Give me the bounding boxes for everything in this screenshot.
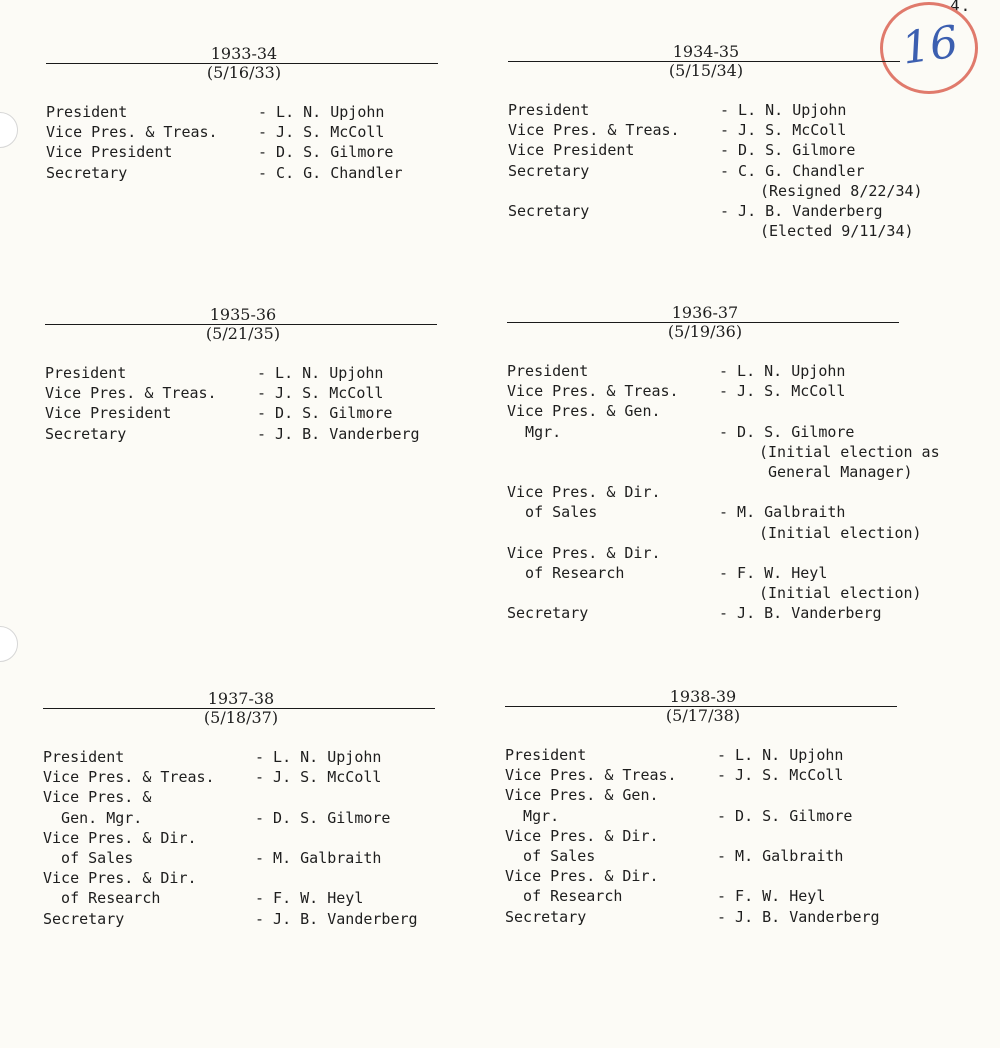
officer-name: - D. S. Gilmore: [717, 806, 853, 825]
officer-name: - F. W. Heyl: [255, 889, 364, 908]
office-title: Vice Pres. & Treas.: [45, 384, 217, 403]
office-title: Vice Pres. & Treas.: [46, 123, 218, 142]
officer-row: [507, 381, 967, 401]
term-year: 1934-35: [672, 42, 740, 61]
term-year: 1933-34: [210, 44, 278, 63]
officer-row: [507, 543, 967, 563]
page-number: 4.: [950, 0, 972, 15]
office-title: Gen. Mgr.: [43, 808, 143, 827]
office-title: Vice Pres. &: [43, 788, 152, 807]
office-title: Secretary: [505, 907, 587, 926]
officer-note: (Resigned 8/22/34): [760, 181, 923, 200]
officer-row: [46, 142, 506, 162]
officer-name: - J. B. Vanderberg: [719, 604, 882, 623]
officer-row: [507, 401, 967, 421]
officer-row: [45, 403, 505, 423]
officer-row: [508, 181, 968, 201]
officer-row: [505, 785, 965, 805]
officer-row: [45, 424, 505, 444]
term-header: [46, 44, 506, 90]
term-header: [45, 305, 505, 351]
office-title: Vice Pres. & Treas.: [505, 766, 677, 785]
officer-row: [46, 102, 506, 122]
officer-row: [505, 886, 965, 906]
officer-row: [43, 848, 503, 868]
office-title: Vice Pres. & Dir.: [507, 543, 661, 562]
officer-row: [507, 482, 967, 502]
office-title: of Research: [505, 887, 623, 906]
office-title: Secretary: [507, 604, 589, 623]
office-title: Vice Pres. & Dir.: [505, 867, 659, 886]
officer-row: [508, 161, 968, 181]
officer-row: [43, 767, 503, 787]
officer-row: [507, 603, 967, 623]
officer-name: - C. G. Chandler: [258, 163, 403, 182]
officer-row: [43, 888, 503, 908]
office-title: Secretary: [508, 202, 590, 221]
term-header: [508, 42, 968, 88]
officer-row: [505, 866, 965, 886]
officer-name: - L. N. Upjohn: [719, 362, 846, 380]
office-title: President: [508, 101, 590, 119]
officer-name: - J. S. McColl: [717, 766, 844, 785]
officer-row: [505, 846, 965, 866]
officer-name: - D. S. Gilmore: [258, 143, 394, 162]
officer-row: [505, 826, 965, 846]
office-title: of Sales: [43, 849, 134, 868]
binder-hole: [0, 112, 18, 148]
officer-row: [507, 583, 967, 603]
officer-row: [507, 563, 967, 583]
office-title: Vice President: [46, 143, 173, 162]
officer-note: (Initial election): [759, 584, 922, 603]
office-title: [507, 442, 719, 462]
officer-name: - J. S. McColl: [719, 382, 846, 401]
office-title: Vice Pres. & Dir.: [43, 828, 197, 847]
officer-row: [505, 806, 965, 826]
office-title: [508, 181, 720, 201]
office-title: of Research: [43, 889, 161, 908]
officer-row: [505, 907, 965, 927]
officer-row: [508, 140, 968, 160]
term-block-1936-37: [507, 303, 967, 624]
officer-row: [507, 523, 967, 543]
term-block-1935-36: [45, 305, 505, 444]
office-title: of Research: [507, 564, 625, 583]
officer-row: [507, 422, 967, 442]
office-title: Vice Pres. & Treas.: [507, 382, 679, 401]
officer-row: [507, 502, 967, 522]
officer-name: - J. B. Vanderberg: [255, 909, 418, 928]
term-block-1933-34: [46, 44, 506, 183]
officer-row: [505, 765, 965, 785]
officer-name: - L. N. Upjohn: [720, 101, 847, 119]
officer-list: [45, 363, 505, 444]
election-date: (5/15/34): [668, 61, 744, 80]
officer-name: - L. N. Upjohn: [258, 103, 385, 121]
officer-list: [505, 745, 965, 927]
officer-note: General Manager): [759, 463, 913, 482]
officer-name: - J. S. McColl: [255, 768, 382, 787]
officer-list: [46, 102, 506, 183]
officer-name: - C. G. Chandler: [720, 161, 865, 180]
office-title: Vice Pres. & Gen.: [505, 786, 659, 805]
officer-name: - L. N. Upjohn: [257, 364, 384, 382]
officer-name: - J. S. McColl: [257, 384, 384, 403]
officer-name: - L. N. Upjohn: [717, 746, 844, 764]
office-title: [508, 221, 720, 241]
officer-name: - J. B. Vanderberg: [717, 907, 880, 926]
election-date: (5/21/35): [205, 324, 281, 343]
officer-name: - L. N. Upjohn: [255, 748, 382, 766]
election-date: (5/17/38): [665, 706, 741, 725]
officer-note: (Elected 9/11/34): [760, 222, 914, 241]
office-title: Vice Pres. & Treas.: [43, 768, 215, 787]
office-title: President: [505, 746, 587, 764]
officer-list: [43, 747, 503, 929]
officer-row: [505, 745, 965, 765]
officer-row: [43, 747, 503, 767]
office-title: Vice Pres. & Dir.: [43, 869, 197, 888]
office-title: Secretary: [46, 163, 128, 182]
office-title: President: [507, 362, 589, 380]
officer-row: [507, 361, 967, 381]
term-block-1934-35: [508, 42, 968, 241]
office-title: Vice Pres. & Treas.: [508, 121, 680, 140]
officer-name: - D. S. Gilmore: [255, 808, 391, 827]
officer-row: [507, 442, 967, 462]
officer-row: [43, 909, 503, 929]
officer-row: [46, 163, 506, 183]
officer-row: [508, 120, 968, 140]
office-title: Secretary: [43, 909, 125, 928]
binder-hole: [0, 626, 18, 662]
officer-row: [508, 100, 968, 120]
officer-row: [45, 363, 505, 383]
election-date: (5/18/37): [203, 708, 279, 727]
office-title: President: [43, 748, 125, 766]
officer-name: - M. Galbraith: [719, 503, 846, 522]
officer-name: - J. B. Vanderberg: [257, 424, 420, 443]
office-title: Vice Pres. & Dir.: [505, 826, 659, 845]
officer-list: [508, 100, 968, 241]
term-block-1938-39: [505, 687, 965, 927]
officer-name: - F. W. Heyl: [719, 564, 828, 583]
officer-name: - J. B. Vanderberg: [720, 202, 883, 221]
term-year: 1937-38: [207, 689, 275, 708]
term-block-1937-38: [43, 689, 503, 929]
office-title: Vice Pres. & Gen.: [507, 402, 661, 421]
office-title: Mgr.: [505, 806, 560, 825]
office-title: of Sales: [507, 503, 598, 522]
office-title: Vice President: [508, 141, 635, 160]
term-year: 1936-37: [671, 303, 739, 322]
election-date: (5/19/36): [667, 322, 743, 341]
officer-name: - D. S. Gilmore: [257, 404, 393, 423]
officer-row: [43, 787, 503, 807]
officer-row: [507, 462, 967, 482]
office-title: Secretary: [45, 424, 127, 443]
officer-row: [508, 221, 968, 241]
officer-name: - D. S. Gilmore: [719, 422, 855, 441]
officer-row: [43, 828, 503, 848]
office-title: of Sales: [505, 847, 596, 866]
office-title: [507, 523, 719, 543]
term-year: 1938-39: [669, 687, 737, 706]
officer-name: - F. W. Heyl: [717, 887, 826, 906]
officer-name: - J. S. McColl: [258, 123, 385, 142]
officer-name: - M. Galbraith: [717, 847, 844, 866]
officer-name: - D. S. Gilmore: [720, 141, 856, 160]
office-title: [507, 583, 719, 603]
office-title: Secretary: [508, 161, 590, 180]
officer-note: (Initial election): [759, 523, 922, 542]
office-title: Mgr.: [507, 422, 562, 441]
term-header: [507, 303, 967, 349]
officer-row: [43, 868, 503, 888]
officer-row: [45, 383, 505, 403]
election-date: (5/16/33): [206, 63, 282, 82]
officer-row: [43, 808, 503, 828]
officer-name: - J. S. McColl: [720, 121, 847, 140]
office-title: Vice President: [45, 404, 172, 423]
term-header: [43, 689, 503, 735]
office-title: Vice Pres. & Dir.: [507, 483, 661, 502]
term-header: [505, 687, 965, 733]
page-stamp-number: 16: [898, 16, 962, 75]
officer-row: [508, 201, 968, 221]
office-title: President: [45, 364, 127, 382]
officer-list: [507, 361, 967, 624]
office-title: President: [46, 103, 128, 121]
officer-name: - M. Galbraith: [255, 849, 382, 868]
officer-row: [46, 122, 506, 142]
officer-note: (Initial election as: [759, 442, 940, 461]
office-title: [507, 462, 719, 482]
term-year: 1935-36: [209, 305, 277, 324]
